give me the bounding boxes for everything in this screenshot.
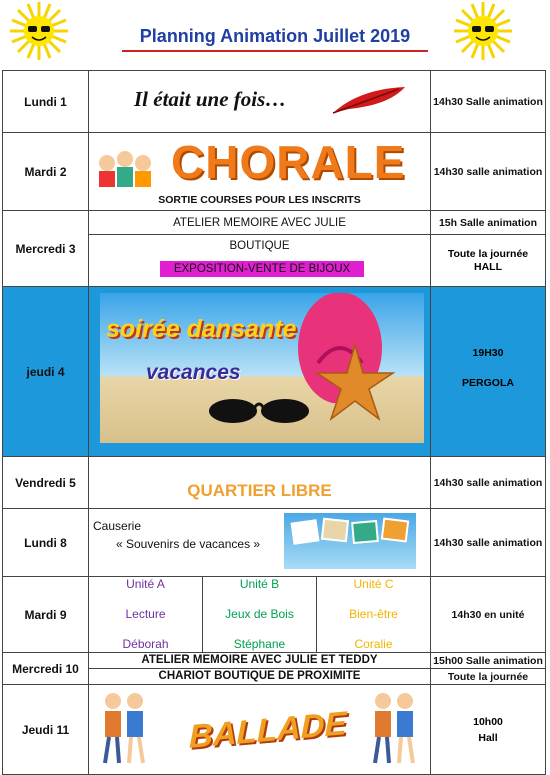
unit-name: Unité A: [126, 577, 165, 591]
activity-cell: [89, 509, 431, 577]
activity-cell: [89, 235, 431, 287]
time-cell: [431, 685, 546, 775]
activity-line: ATELIER MEMOIRE AVEC JULIE: [173, 217, 346, 229]
activity-cell: [89, 71, 431, 133]
day-cell: jeudi 4: [3, 287, 89, 457]
walking-couple-icon: [95, 689, 155, 769]
page-title: Planning Animation Juillet 2019: [139, 26, 411, 46]
unit-activity: Bien-être: [349, 607, 398, 621]
chorale-title: CHORALE: [171, 136, 406, 188]
time-cell: 14h30 en unité: [431, 577, 546, 653]
ballade-title: BALLADE: [189, 704, 347, 755]
time-cell: [431, 235, 546, 287]
time-cell: [431, 287, 546, 457]
day-cell: Lundi 1: [3, 71, 89, 133]
activity-line: CHARIOT BOUTIQUE DE PROXIMITE: [158, 670, 361, 682]
unit-cell: [89, 577, 203, 653]
vacation-photos: [284, 513, 416, 569]
unit-name: Unité B: [239, 577, 280, 591]
highlight-line: EXPOSITION-VENTE DE BIJOUX: [160, 261, 364, 277]
day-cell: Mardi 9: [3, 577, 89, 653]
unit-cell: [317, 577, 431, 653]
day-cell: Mercredi 3: [3, 211, 89, 287]
day-cell: Jeudi 11: [3, 685, 89, 775]
beach-banner: [100, 293, 424, 443]
time-cell: 14h30 Salle animation: [431, 71, 546, 133]
time-line: PERGOLA: [462, 377, 514, 389]
activity-cell: [89, 669, 431, 685]
activity-cell: [89, 685, 431, 775]
activity-line: « Souvenirs de vacances »: [116, 537, 261, 551]
time-line: HALL: [474, 261, 502, 273]
activity-cell: [89, 133, 431, 211]
starfish-icon: [315, 343, 395, 421]
activity-cell: [89, 287, 431, 457]
time-cell: 14h30 salle animation: [431, 133, 546, 211]
day-cell: Mardi 2: [3, 133, 89, 211]
activity-cell: [89, 653, 431, 669]
unit-leader: Coralie: [354, 637, 393, 651]
day-cell: Vendredi 5: [3, 457, 89, 509]
time-line: Toute la journée: [447, 248, 529, 260]
feather-icon: [329, 83, 409, 117]
time-cell: 14h30 salle animation: [431, 509, 546, 577]
activity-line: Causerie: [93, 519, 142, 533]
activity-title: Il était une fois…: [134, 87, 287, 111]
time-cell: 15h Salle animation: [431, 211, 546, 235]
activity-title: QUARTIER LIBRE: [187, 481, 332, 500]
activity-line: ATELIER MEMOIRE AVEC JULIE ET TEDDY: [141, 654, 378, 666]
unit-activity: Jeux de Bois: [225, 607, 294, 621]
walking-couple-icon: [365, 689, 425, 769]
activity-cell: [89, 211, 431, 235]
day-cell: Mercredi 10: [3, 653, 89, 685]
sunglasses-icon: [205, 393, 315, 425]
unit-leader: Déborah: [122, 637, 169, 651]
banner-title: soirée dansante: [106, 315, 297, 343]
time-line: 10h00: [473, 716, 503, 728]
unit-activity: Lecture: [125, 607, 166, 621]
unit-name: Unité C: [353, 577, 394, 591]
time-line: 19H30: [472, 347, 504, 359]
activity-subline: SORTIE COURSES POUR LES INSCRITS: [158, 194, 361, 206]
time-cell: Toute la journée: [431, 669, 546, 685]
unit-leader: Stéphane: [233, 637, 286, 651]
activity-cell: [89, 457, 431, 509]
sun-icon: [8, 0, 70, 62]
time-cell: 14h30 salle animation: [431, 457, 546, 509]
banner-subtitle: vacances: [146, 361, 241, 384]
time-line: Hall: [478, 732, 498, 744]
time-cell: 15h00 Salle animation: [431, 653, 546, 669]
day-cell: Lundi 8: [3, 509, 89, 577]
activity-line: BOUTIQUE: [229, 240, 290, 252]
sun-icon: [452, 0, 514, 62]
unit-cell: [203, 577, 317, 653]
schedule-table: [2, 70, 546, 775]
singers-icon: [95, 139, 159, 189]
title-underline: [122, 50, 428, 52]
